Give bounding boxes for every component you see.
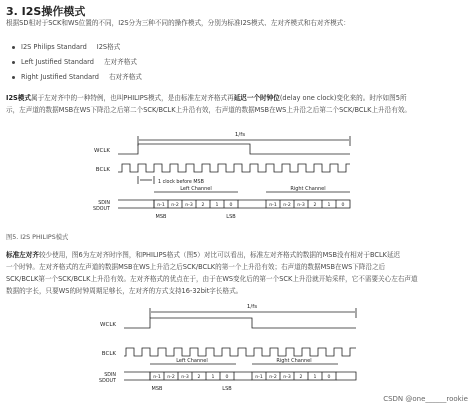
delay-note: 1 clock before MSB bbox=[158, 180, 204, 185]
section-title: 3. I2S操作模式 bbox=[6, 5, 86, 18]
philips-text-tail: (delay one clock)变化来的。时序如图5所 bbox=[279, 94, 407, 102]
bullet-icon bbox=[12, 76, 15, 79]
figure5-caption: 图5. I2S PHILIPS模式 bbox=[6, 234, 69, 241]
philips-timing-diagram bbox=[0, 126, 474, 226]
bit-cell: n-2 bbox=[283, 203, 291, 208]
left-justified-lead: 标准左对齐 bbox=[6, 251, 39, 259]
left-justified-line3: SCK/BCLK第一个SCK/BCLK上升沿有效。左对齐格式的优点在于，由于在WS变化后的第一个SCK上升沿就开始采样，它不需要关心左右声道 bbox=[6, 275, 418, 283]
bit-cell: 2 bbox=[313, 203, 317, 208]
bit-cell: 2 bbox=[299, 375, 303, 380]
philips-text: 属于左对齐中的一种特例，也叫PHILIPS模式，是由标准左对齐格式再 bbox=[30, 94, 234, 102]
bit-cell: 1 bbox=[313, 375, 317, 380]
left-channel-label: Left Channel bbox=[180, 186, 212, 192]
msb-label: MSB bbox=[155, 214, 167, 220]
sdin-label: SDIN bbox=[104, 373, 116, 378]
bit-cell: n-2 bbox=[171, 203, 179, 208]
bit-cell: n-1 bbox=[153, 375, 161, 380]
bullet-icon bbox=[12, 46, 15, 49]
bclk-waveform bbox=[124, 348, 356, 356]
bit-cell: n-1 bbox=[255, 375, 263, 380]
sdout-label: SDOUT bbox=[99, 379, 116, 384]
wclk-waveform bbox=[118, 144, 350, 154]
csdn-watermark: CSDN @one______rookie bbox=[383, 395, 468, 403]
mode-item-right-justified bbox=[12, 71, 142, 81]
left-channel-label: Left Channel bbox=[176, 358, 208, 364]
bit-cell: n-3 bbox=[283, 375, 291, 380]
left-justified-text: 较少使用，图6为左对齐时序图，和PHILIPS格式（图5）对比可以看出，标准左对齐格式的数据的MSB没有相对于BCLK延迟 bbox=[38, 251, 401, 259]
left-justified-timing-diagram bbox=[0, 302, 474, 402]
sdin-idle-left bbox=[124, 372, 150, 380]
bit-cell: 1 bbox=[211, 375, 215, 380]
bit-cell: 0 bbox=[229, 203, 233, 208]
philips-paragraph-line1 bbox=[6, 93, 407, 103]
bit-cell: n-3 bbox=[297, 203, 305, 208]
sdin-idle-right bbox=[336, 372, 356, 380]
sdout-label: SDOUT bbox=[93, 207, 110, 212]
bclk-label: BCLK bbox=[101, 351, 116, 357]
bit-cell: 0 bbox=[341, 203, 345, 208]
mode-en: Left Justified Standard bbox=[21, 58, 94, 66]
philips-lead: I2S模式 bbox=[6, 94, 31, 102]
bit-cell: n-2 bbox=[167, 375, 175, 380]
bit-cell: n-1 bbox=[157, 203, 165, 208]
bit-cell: 0 bbox=[225, 375, 229, 380]
bit-cell: n-3 bbox=[181, 375, 189, 380]
intro-paragraph: 根据SD相对于SCK和WS位置的不同，I2S分为三种不同的操作模式，分别为标准I2S模式、左对齐模式和右对齐模式： bbox=[6, 19, 350, 27]
left-justified-line2: 一个时钟。左对齐格式的左声道的数据MSB在WS上升沿之后SCK/BCLK的第一个上升沿有效；右声道的数据MSB在WS下降沿之后 bbox=[6, 263, 386, 271]
bit-cell: 2 bbox=[197, 375, 201, 380]
mode-item-philips bbox=[12, 41, 120, 51]
mode-cn: 右对齐格式 bbox=[108, 73, 142, 81]
bit-cell: 0 bbox=[327, 375, 331, 380]
wclk-waveform bbox=[124, 318, 356, 328]
left-justified-line1 bbox=[6, 250, 400, 260]
bclk-label: BCLK bbox=[95, 167, 110, 173]
right-channel-label: Right Channel bbox=[290, 186, 326, 192]
bit-cell: 1 bbox=[215, 203, 219, 208]
wclk-label: WCLK bbox=[94, 148, 110, 154]
mode-en: Right Justified Standard bbox=[21, 73, 99, 81]
msb-label: MSB bbox=[151, 386, 163, 392]
bit-cell: n-3 bbox=[185, 203, 193, 208]
bit-cell: n-2 bbox=[269, 375, 277, 380]
sdin-label: SDIN bbox=[98, 201, 110, 206]
mode-cn: I2S格式 bbox=[96, 43, 121, 51]
mode-en: I2S Philips Standard bbox=[21, 43, 87, 51]
mode-item-left-justified bbox=[12, 56, 137, 66]
bullet-icon bbox=[12, 61, 15, 64]
right-channel-label: Right Channel bbox=[276, 358, 312, 364]
bit-cell: n-1 bbox=[269, 203, 277, 208]
mode-cn: 左对齐格式 bbox=[103, 58, 137, 66]
bit-cell: 1 bbox=[327, 203, 331, 208]
sdin-idle-left bbox=[118, 200, 154, 208]
delay-one-clock-emphasis: 延迟一个时钟位 bbox=[233, 94, 280, 102]
left-justified-line4: 数据的字长，只要WS的时钟周期足够长，左对齐的方式支持16-32bit字长格式。 bbox=[6, 287, 243, 295]
philips-paragraph-line2: 示，左声道的数据MSB在WS下降沿之后第二个SCK/BCLK上升沿有效，右声道的数据MSB在WS上升沿之后第二个SCK/BCLK上升沿有效。 bbox=[6, 106, 412, 114]
period-label: 1/fs bbox=[234, 132, 246, 138]
bit-cell: 2 bbox=[201, 203, 205, 208]
wclk-label: WCLK bbox=[100, 322, 116, 328]
period-label: 1/fs bbox=[246, 304, 258, 310]
lsb-label: LSB bbox=[222, 386, 232, 392]
lsb-label: LSB bbox=[226, 214, 236, 220]
bclk-waveform bbox=[118, 164, 350, 172]
